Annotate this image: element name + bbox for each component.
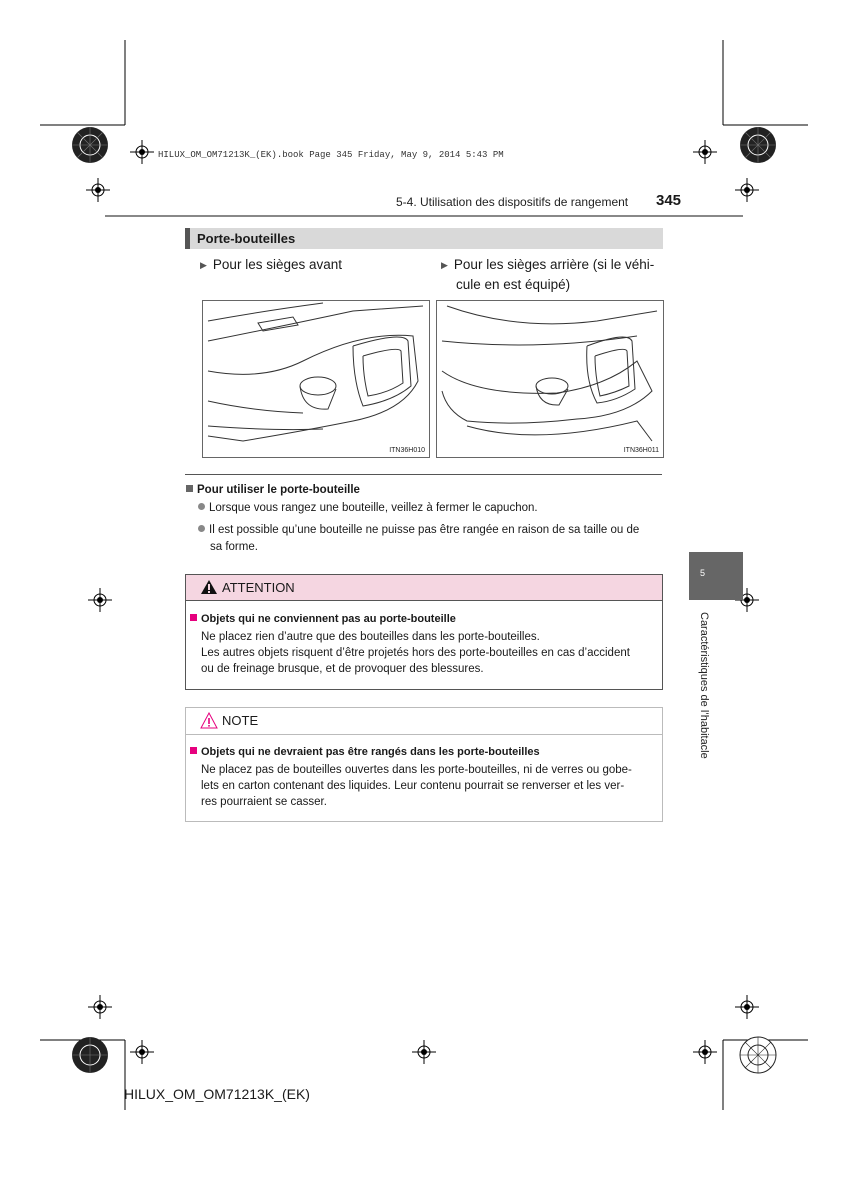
footer-doc-code: HILUX_OM_OM71213K_(EK) — [124, 1086, 310, 1102]
note-line-2: lets en carton contenant des liquides. Leur contenu pourrait se renverser et les ver- — [201, 780, 625, 792]
door-pocket-front-drawing — [203, 301, 429, 457]
triangle-bullet-icon: ▶ — [441, 260, 448, 270]
note-header — [186, 708, 662, 735]
crosshair-icon — [693, 1040, 717, 1064]
section-title: Porte-bouteilles — [197, 231, 296, 246]
page-number: 345 — [656, 192, 682, 209]
attention-body — [201, 629, 661, 677]
front-bottle-holder-illustration — [202, 300, 430, 458]
crosshair-icon — [693, 140, 717, 164]
bullet-text: Pour les sièges arrière (si le véhi- — [453, 257, 655, 272]
note-subheading — [190, 746, 540, 758]
note-line-3: res pourraient se casser. — [201, 796, 327, 808]
bullet-text: Pour les sièges avant — [212, 257, 342, 272]
note-box — [185, 707, 663, 822]
door-pocket-rear-drawing — [437, 301, 663, 457]
attention-line-3: ou de freinage brusque, et de provoquer des blessures. — [201, 663, 484, 675]
registration-target-icon — [70, 125, 110, 165]
crosshair-icon — [130, 1040, 154, 1064]
attention-line-1: Ne placez rien d’autre que des bouteilles dans les porte-bouteilles. — [201, 631, 540, 643]
chapter-title-vertical: Caractéristiques de l’habitacle — [698, 612, 710, 759]
attention-box — [185, 574, 663, 690]
usage-item-2 — [198, 522, 668, 556]
attention-label: ATTENTION — [222, 580, 295, 595]
usage-item-1 — [198, 500, 538, 517]
section-title-bar — [185, 228, 663, 249]
section-header: 5-4. Utilisation des dispositifs de rangement — [396, 195, 629, 209]
registration-target-icon — [738, 125, 778, 165]
round-bullet-icon — [198, 525, 205, 532]
crosshair-icon — [88, 588, 112, 612]
crosshair-icon — [130, 140, 154, 164]
chapter-tab — [689, 552, 743, 600]
attention-line-2: Les autres objets risquent d’être projetés hors des porte-bouteilles en cas d’accident — [201, 647, 630, 659]
note-subtitle: Objets qui ne devraient pas être rangés dans les porte-bouteilles — [201, 746, 540, 758]
print-metadata: HILUX_OM_OM71213K_(EK).book Page 345 Friday, May 9, 2014 5:43 PM — [158, 150, 504, 160]
bullet-rear-seats — [441, 255, 666, 294]
registration-target-icon — [738, 1035, 778, 1075]
note-line-1: Ne placez pas de bouteilles ouvertes dans les porte-bouteilles, ni de verres ou gobe- — [201, 764, 632, 776]
square-bullet-icon — [186, 485, 193, 492]
note-body — [201, 762, 661, 810]
divider — [185, 474, 662, 475]
crosshair-icon — [735, 178, 759, 202]
attention-subheading — [190, 613, 456, 625]
image-code-front: ITN36H010 — [389, 447, 425, 454]
crosshair-icon — [88, 995, 112, 1019]
attention-subtitle: Objets qui ne conviennent pas au porte-bouteille — [201, 613, 456, 625]
usage-subheading — [186, 484, 360, 496]
crosshair-icon — [412, 1040, 436, 1064]
rear-bottle-holder-illustration — [436, 300, 664, 458]
warning-triangle-icon — [200, 579, 218, 595]
usage-item-text-cont: sa forme. — [210, 541, 258, 553]
crosshair-icon — [735, 995, 759, 1019]
usage-item-text: Lorsque vous rangez une bouteille, veillez à fermer le capuchon. — [209, 502, 538, 514]
pink-square-icon — [190, 747, 197, 754]
usage-title: Pour utiliser le porte-bouteille — [197, 484, 360, 496]
note-label: NOTE — [222, 713, 259, 728]
bullet-front-seats — [200, 255, 342, 275]
bullet-text-cont: cule en est équipé) — [456, 277, 571, 292]
image-code-rear: ITN36H011 — [623, 447, 659, 454]
chapter-number: 5 — [700, 568, 706, 578]
registration-target-icon — [70, 1035, 110, 1075]
caution-triangle-icon — [200, 712, 218, 729]
pink-square-icon — [190, 614, 197, 621]
usage-item-text: Il est possible qu’une bouteille ne puisse pas être rangée en raison de sa taille ou de — [209, 524, 640, 536]
round-bullet-icon — [198, 503, 205, 510]
attention-header — [186, 575, 662, 601]
header-rule — [105, 215, 743, 217]
crosshair-icon — [86, 178, 110, 202]
triangle-bullet-icon: ▶ — [200, 260, 207, 270]
